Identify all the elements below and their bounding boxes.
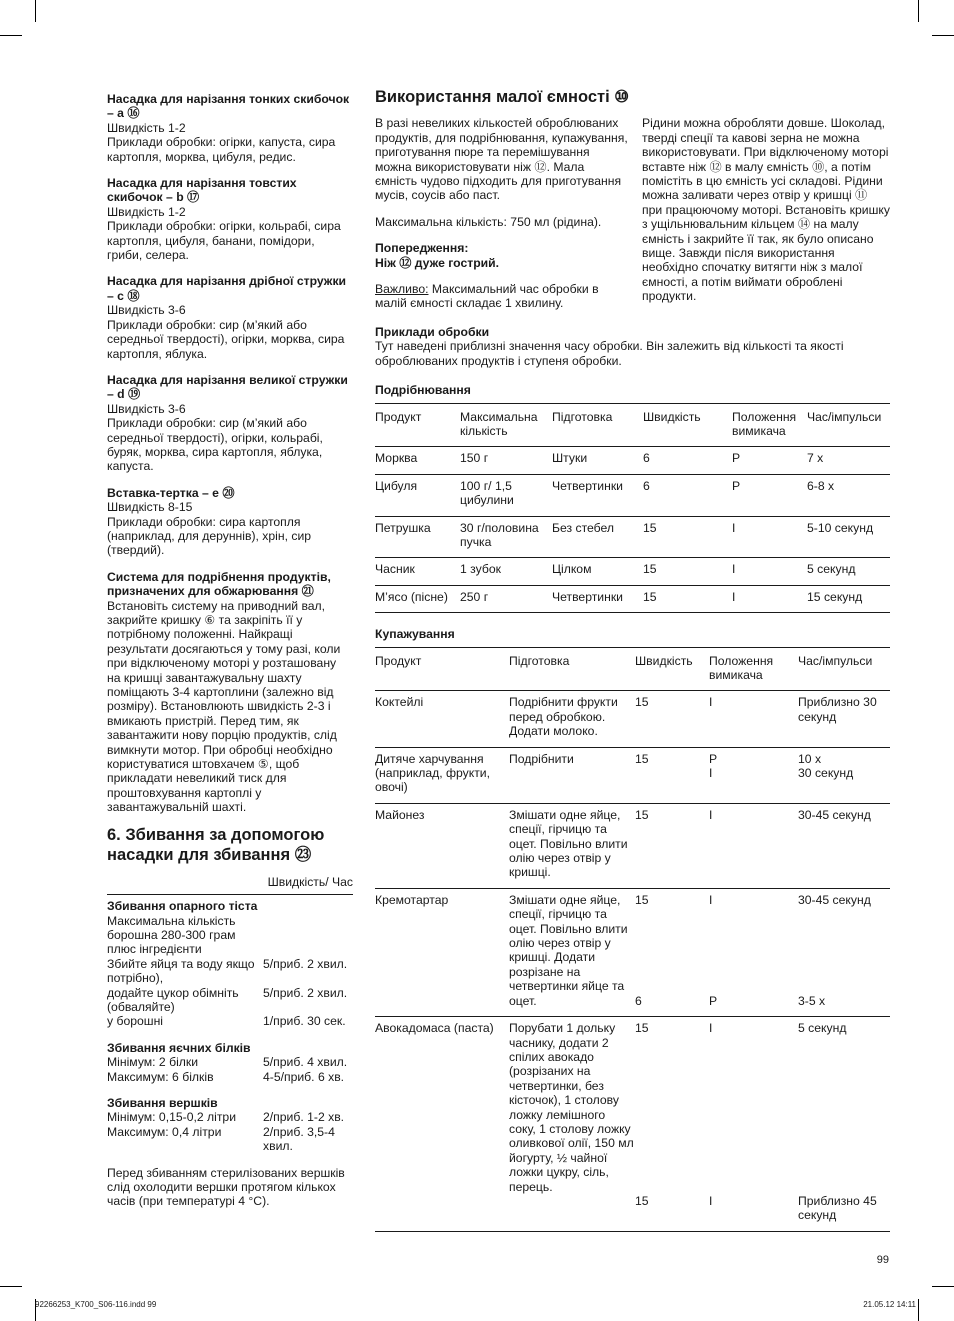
attachment-title: Насадка для нарізання великої стружки – d ⑲ [107,372,348,402]
blend-table [375,647,890,1232]
table-header-row [375,403,890,447]
whip-row [107,1110,353,1124]
attachment-line: Швидкість 8-15 [107,500,193,515]
table-cell: 15 [635,747,709,803]
table-row [375,516,890,558]
table-cell: 10 x 30 секунд [798,747,890,803]
whip-speed: 5/приб. 4 хвил. [263,1055,348,1070]
chop-table [375,403,890,614]
table-row [375,558,890,585]
whip-row [107,1055,353,1069]
left-column [107,92,353,1209]
attachment-line: Швидкість 3-6 [107,401,186,416]
whip-title: Збивання вершків [107,1095,218,1110]
table-cell: Морква [375,447,460,474]
whip-group [107,1041,353,1084]
table-cell: Змішати одне яйце, спеції, гірчицю та оцет. Повільно влити олію через отвір у кришці. [509,803,635,888]
table-cell: Майонез [375,803,509,888]
whip-row [107,1014,353,1028]
attachment-title: Вставка-тертка – e ⑳ [107,485,235,500]
table-row [375,585,890,612]
attachment-title: Насадка для нарізання дрібної стружки – c ⑱ [107,274,347,303]
attachment-title: Насадка для нарізання тонких скибочок – a ⑯ [107,92,350,121]
column-header: Положення вимикача [732,403,807,447]
table-cell: 250 г [460,585,552,612]
table-row [375,888,890,1016]
table-cell: 150 г [460,447,552,474]
attachment-line: Швидкість 3-6 [107,303,186,318]
table-cell: Цибуля [375,474,460,516]
whip-row [107,957,353,986]
right-column [375,90,890,1232]
table-row [375,747,890,803]
table-cell: Приблизно 30 секунд [798,691,890,747]
column-header: Підготовка [552,403,643,447]
whip-desc: Мінімум: 0,15-0,2 літри [107,1110,237,1125]
table-cell: Штуки [552,447,643,474]
table-cell: 15 [643,516,732,558]
table-cell: 1 зубок [460,558,552,585]
attachment-line: Приклади обробки: сир (м’який або середньої твердості), огірки, кольрабі, буряк, морква, сира картопля, яблука, капуста. [107,416,323,474]
table-header-row [375,647,890,691]
footer-file: 92266253_K700_S06-116.indd 99 [35,1300,157,1309]
table-cell: P [732,447,807,474]
column-header: Максимальна кількість [460,403,552,447]
table-cell: I P [709,888,798,1016]
table-cell: 6 [643,474,732,516]
table-cell: 100 г/ 1,5 цибулини [460,474,552,516]
intro-col-1 [375,116,628,310]
table-cell: I [732,516,807,558]
table-cell: 30-45 секунд 3-5 x [798,888,890,1016]
table-cell: 5-10 секунд [807,516,890,558]
table-cell: Четвертинки [552,474,643,516]
attachment-block [107,176,353,262]
whip-title: Збивання опарного тіста [107,899,258,914]
column-header: Час/імпульси [807,403,890,447]
table-cell: 6 [643,447,732,474]
crop-mark [0,1286,22,1287]
table-cell: Четвертинки [552,585,643,612]
whip-group [107,1096,353,1154]
whip-row [107,1070,353,1084]
table-cell: I [709,803,798,888]
table-cell: 15 [643,558,732,585]
attachment-block [107,486,353,558]
page-number: 99 [876,1254,889,1266]
final-note: Перед збиванням стерилізованих вершків слід охолодити вершки протягом кількох часів (при температурі 4 °C). [107,1165,345,1209]
whip-desc: додайте цукор обімніть (обваляйте) [107,985,239,1014]
attachment-line: Приклади обробки: огірки, капуста, сира картопля, морква, цибуля, редис. [107,135,336,164]
chop-title: Подрібнювання [375,383,471,398]
table-row [375,1017,890,1232]
whip-speed: 1/приб. 30 сек. [263,1014,346,1029]
table-cell: 15 [643,585,732,612]
table-cell: 15 секунд [807,585,890,612]
attachment-block [107,570,353,815]
whip-row [107,1125,353,1154]
speed-time-header: Швидкість/ Час [267,874,353,889]
table-cell: 5 секунд Приблизно 45 секунд [798,1017,890,1232]
attachment-title: Система для подрібнення продуктів, призначених для обжарювання ㉑ [107,569,331,599]
table-cell: Коктейлі [375,691,509,747]
important-text: Максимальний час обробки в малій ємності складає 1 хвилину. [375,282,599,311]
examples-text: Тут наведені приблизні значення часу обробки. Він залежить від кількості та якості оброблюваних продуктів і ступеня обробки. [375,339,844,368]
whip-speed [263,914,353,957]
table-cell: 15 [635,691,709,747]
intro-col-2: Рідини можна обробляти довше. Шоколад, тверді спеції та кавові зерна не можна використовувати. При відключеному моторі вставте ніж ⑫ в малу ємність ⑩, а потім помістіть в цю ємність усі складові. Рідини можна заливати через отвір у кришці ⑪ при працюючому моторі. Встановіть кришку з ущільнювальним кільцем ⑭ на малу ємність і закрийте її так, як було описано вище. Завжди після використання необхідно спочатку витягти ніж з малої ємності, а потім виймати оброблені продукти. [642,116,890,304]
table-cell: Часник [375,558,460,585]
table-cell: 30 г/половина пучка [460,516,552,558]
table-row [375,803,890,888]
column-header: Продукт [375,403,460,447]
attachment-block [107,92,353,164]
whip-row [107,914,353,957]
footer-date: 21.05.12 14:11 [863,1300,916,1309]
intro-paragraph: В разі невеликих кількостей оброблюваних продуктів, для подрібнювання, купажування, приготування пюре та перемішування можна використовувати ніж ⑫. Мала ємність чудово підходить для приготування мусів, соусів або паст. [375,116,628,203]
table-row [375,691,890,747]
table-cell: Авокадомаса (паста) [375,1017,509,1232]
attachment-line: Встановіть систему на приводний вал, закрийте кришку ⑥ та закріпіть її у потрібному положенні. Найкращі результати досягаються у тому разі, коли при відключеному моторі у розташовану на кришці завантажувальну шахту поміщають 3-4 картоплини (залежно від розміру). Встановлюють швидкість 2-3 і вмикають пристрій. Перед тим, як завантажити нову порцію продуктів, слід вимкнути мотор. При обробці необхідно користуватися штовхачем ⑤, щоб прикладати невеликий тиск для проштовхування картоплі у завантажувальній шахті. [107,598,341,815]
table-cell: Подрібнити фрукти перед обробкою. Додати молоко. [509,691,635,747]
table-cell: I [732,558,807,585]
table-cell: Змішати одне яйце, спеції, гірчицю та оцет. Повільно влити олію через отвір у кришці. Додати розрізане на четвертинки яйце та оцет. [509,888,635,1016]
table-cell: I [732,585,807,612]
column-header: Положення вимикача [709,647,798,691]
whip-desc: у борошні [107,1014,164,1029]
attachment-line: Швидкість 1-2 [107,204,186,219]
column-header: Швидкість [643,403,732,447]
attachment-line: Приклади обробки: сира картопля (наприклад, для деруннів), хрін, сир (твердий). [107,514,312,558]
table-cell: Кремотартар [375,888,509,1016]
table-cell: Дитяче харчування (наприклад, фрукти, овочі) [375,747,509,803]
column-header: Час/імпульси [798,647,890,691]
table-cell: I I [709,1017,798,1232]
attachment-line: Швидкість 1-2 [107,120,186,135]
whip-group [107,899,353,1029]
whip-speed: 2/приб. 1-2 хв. [263,1110,345,1125]
whip-desc: Максимум: 6 білків [107,1069,214,1084]
crop-mark [35,0,36,22]
column-header: Швидкість [635,647,709,691]
attachment-line: Приклади обробки: огірки, кольрабі, сира картопля, цибуля, банани, помідори, гриби, селера. [107,219,341,263]
table-cell: 15 6 [635,888,709,1016]
table-cell: 5 секунд [807,558,890,585]
table-cell: Порубати 1 дольку часнику, додати 2 спілих авокадо (розрізаних на четвертинки, без кісточок), 1 столову ложку лемішного соку, 1 столову ложку оливкової олії, 150 мл йогурту, ½ чайної ложки цукру, сіль, перець. [509,1017,635,1232]
table-cell: Без стебел [552,516,643,558]
attachment-line: Приклади обробки: сир (м’який або середньої твердості), огірки, морква, сира картопля, яблука. [107,317,345,361]
table-cell: 7 x [807,447,890,474]
table-cell: I [709,691,798,747]
small-bowl-title: Використання малої ємності ⑩ [375,88,630,106]
section-6-title: 6. Збивання за допомогою насадки для збивання ㉓ [107,825,325,864]
crop-mark [0,35,22,36]
whip-speed: 5/приб. 2 хвил. [263,956,348,971]
table-cell: 15 [635,803,709,888]
crop-mark [932,1286,954,1287]
attachment-block [107,373,353,474]
attachment-list [107,92,353,815]
table-cell: 15 15 [635,1017,709,1232]
table-cell: P I [709,747,798,803]
table-cell: P [732,474,807,516]
whip-desc: Збийте яйця та воду якщо потрібно), [107,956,255,986]
crop-mark [918,1299,919,1321]
max-quantity: Максимальна кількість: 750 мл (рідина). [375,214,602,229]
examples-title: Приклади обробки [375,324,490,339]
warning-text: Ніж ⑫ дуже гострий. [375,255,500,270]
whip-row [107,986,353,1015]
table-cell: 6-8 x [807,474,890,516]
whipping-list [107,899,353,1154]
important-label: Важливо: [375,282,429,297]
important-note [375,282,628,311]
crop-mark [918,0,919,22]
table-cell: Петрушка [375,516,460,558]
table-cell: Подрібнити [509,747,635,803]
whip-desc: Мінімум: 2 білки [107,1055,199,1070]
crop-mark [932,35,954,36]
table-cell: М’ясо (пісне) [375,585,460,612]
attachment-title: Насадка для нарізання товстих скибочок – b ⑰ [107,176,297,205]
table-cell: Цілком [552,558,643,585]
blend-title: Купажування [375,627,455,642]
column-header: Підготовка [509,647,635,691]
warning-title: Попередження: [375,241,469,256]
whip-desc: Максимум: 0,4 літри [107,1124,222,1139]
whip-title: Збивання яєчних білків [107,1040,251,1055]
whip-speed: 5/приб. 2 хвил. [263,985,348,1000]
whip-desc: Максимальна кількість борошна 280-300 грам плюс інгредієнти [107,913,236,957]
column-header: Продукт [375,647,509,691]
table-row [375,447,890,474]
divider [107,894,353,895]
whip-speed: 2/приб. 3,5-4 хвил. [263,1124,335,1154]
table-row [375,474,890,516]
table-cell: 30-45 секунд [798,803,890,888]
attachment-block [107,274,353,360]
whip-speed: 4-5/приб. 6 хв. [263,1069,345,1084]
